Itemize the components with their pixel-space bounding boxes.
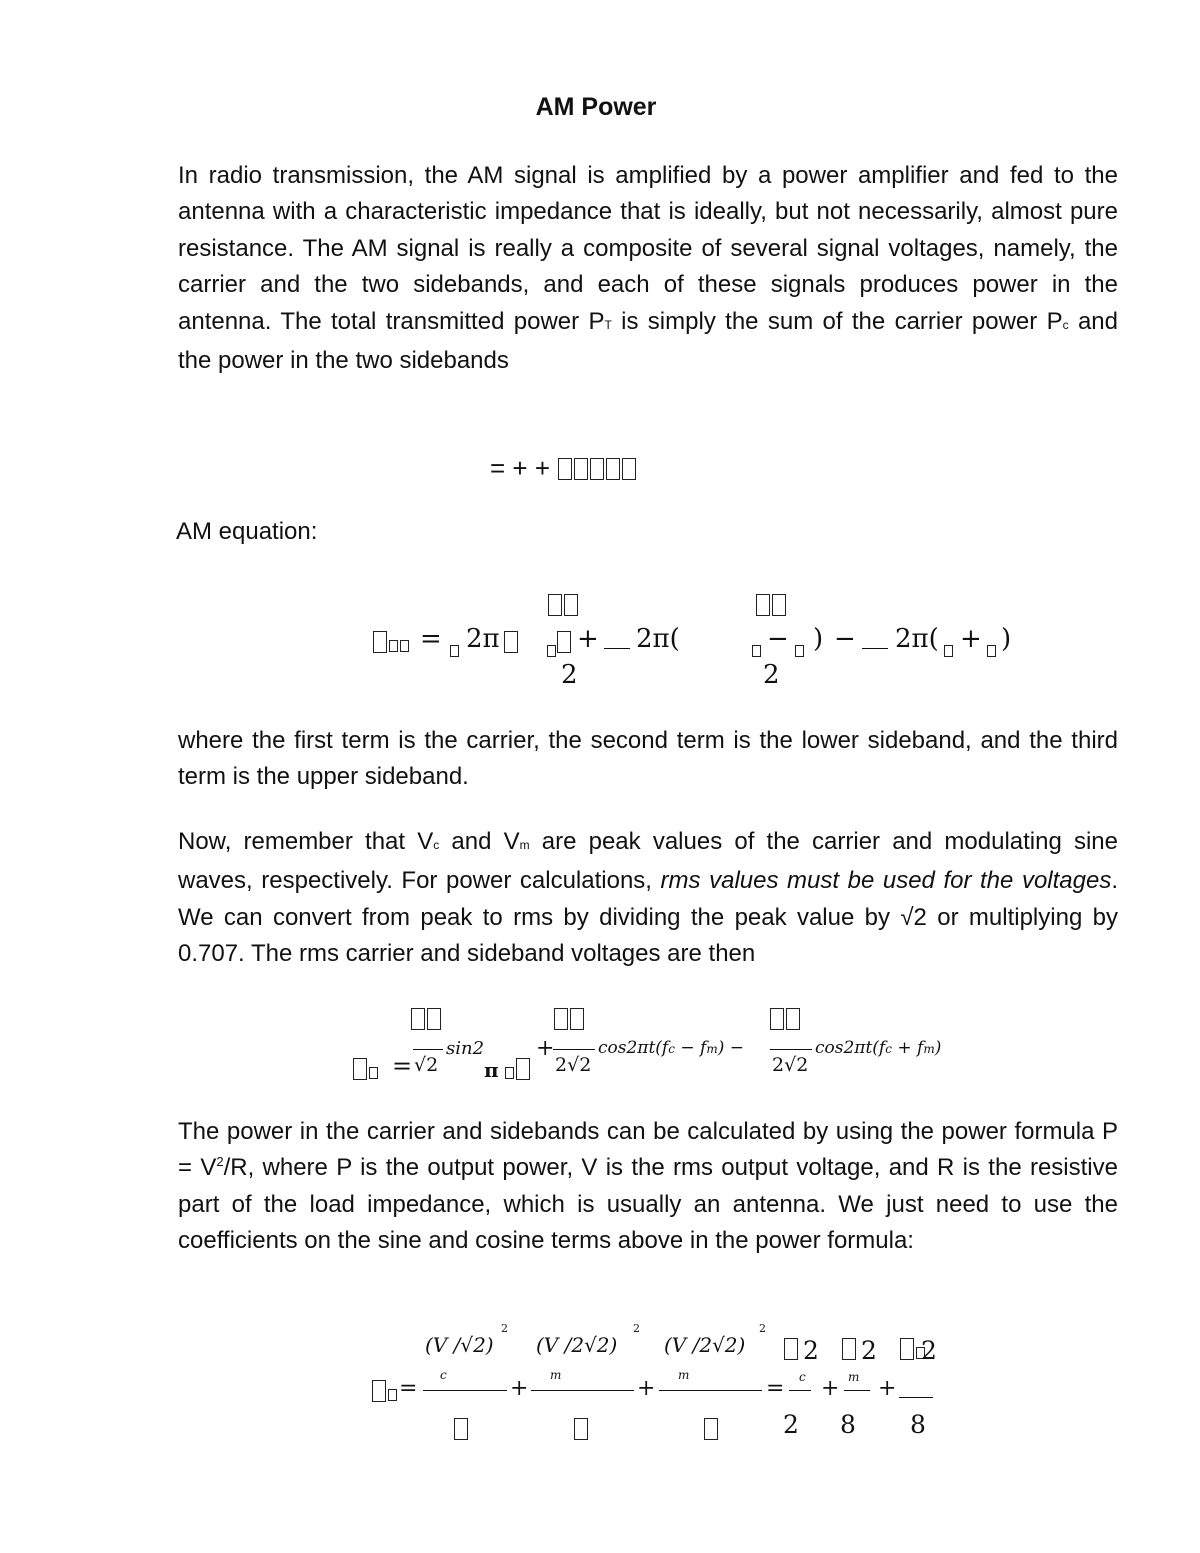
sideband-paragraph: where the first term is the carrier, the second term is the lower sideband, and the third term is the upper sideband. bbox=[178, 727, 1118, 791]
power-formula-paragraph: The power in the carrier and sidebands can be calculated by using the power formula $P = V^2/R$, where P is the output power, V is the rms output voltage, and R is the resistive part of the load impedance, which is usually an antenna. We just need to use the coefficients on the sine and cosine terms above in the power formula: bbox=[178, 1118, 1118, 1255]
rms-voltage-equation: = √2 sin2 π + 2√2 cos2πt(fc − fm) − 2√2 cos2πt(fc + fm) bbox=[0, 0, 1200, 1100]
rms-paragraph: Now, remember that Vc and Vm are peak values of the carrier and modulating sine waves, respectively. For power calculations, rms values must be used for the voltages. We can convert from peak to rms by dividing the peak value by √2 or multiplying by 0.707. The rms carrier and sideband voltages are then bbox=[178, 828, 1119, 968]
am-equation-label: AM equation: bbox=[176, 518, 318, 545]
intro-paragraph: In radio transmission, the AM signal is amplified by a power amplifier and fed to the antenna with a characteristic impedance that is ideally, but not necessarily, almost pure resistance. The AM signal is really a composite of several signal voltages, namely, the carrier and the two sidebands, and each of these signals produces power in the antenna. The total transmitted power PT is simply the sum of the carrier power Pc and the power in the two sidebands bbox=[178, 162, 1119, 375]
page-title: AM Power bbox=[535, 93, 657, 121]
am-equation: = 2π + 2π( 2 − ) − 2π( 2 + ) bbox=[0, 0, 1200, 700]
total-power-equation: = + + bbox=[490, 453, 637, 484]
power-equation: (V /√2) 2 (V /2√2) 2 (V /2√2) 2 c m m 2 2 2 = + + = c + m + 2 8 8 bbox=[0, 0, 1200, 1460]
